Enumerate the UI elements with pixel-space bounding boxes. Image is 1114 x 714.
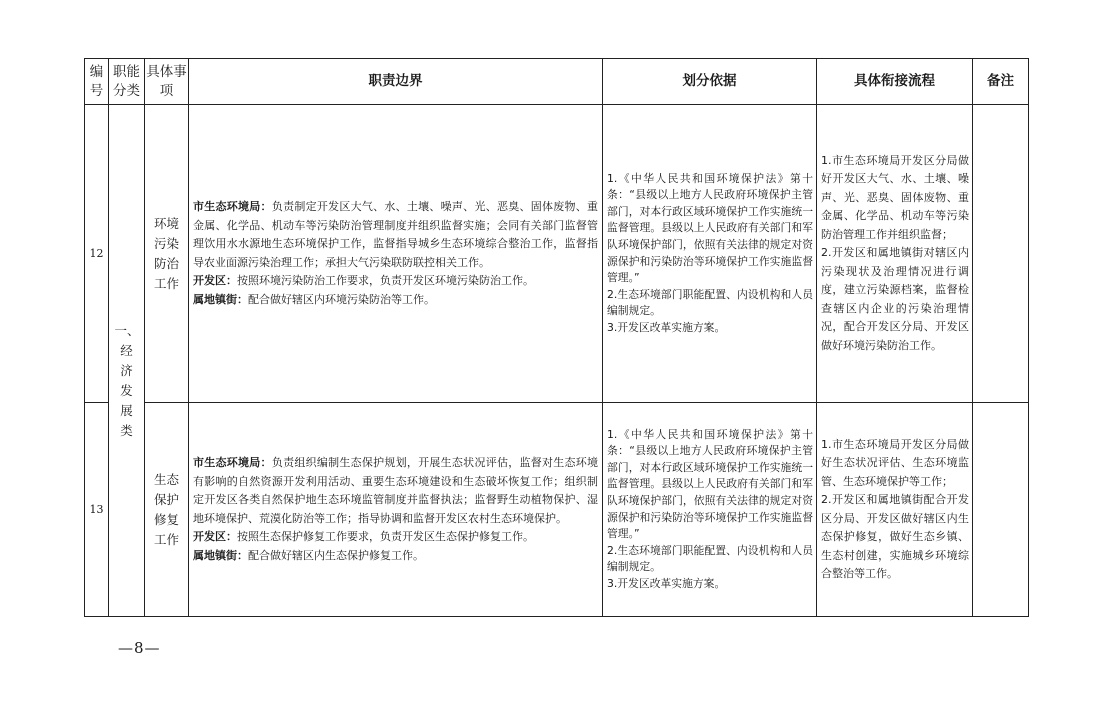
note-cell (973, 105, 1029, 403)
row-number: 12 (85, 105, 109, 403)
basis-line: 2.生态环境部门职能配置、内设机构和人员编制规定。 (607, 543, 813, 574)
boundary-dev: 开发区：按照环境污染防治工作要求，负责开发区环境污染防治工作。 (193, 274, 534, 287)
basis-line: 3.开发区改革实施方案。 (607, 576, 726, 590)
item-label: 环境污染防治工作 (153, 215, 179, 291)
flow-cell (817, 403, 973, 617)
basis-cell (603, 403, 817, 617)
note-cell (973, 403, 1029, 617)
header-no: 编号 (85, 59, 109, 105)
basis-line: 1.《中华人民共和国环境保护法》第十条：“县级以上地方人民政府环境保护主管部门，对本行政区域环境保护工作实施统一监督管理。县级以上人民政府有关部门和军队环境保护部门，依照有关法律的规定对资源保护和污染防治等环境保护工作实施监督管理。” (607, 427, 813, 541)
basis-line: 1.《中华人民共和国环境保护法》第十条：“县级以上地方人民政府环境保护主管部门，对本行政区域环境保护工作实施统一监督管理。县级以上人民政府有关部门和军队环境保护部门，依照有关法律的规定对资源保护和污染防治等环境保护工作实施监督管理。” (607, 171, 813, 285)
header-basis: 划分依据 (603, 59, 817, 105)
header-note: 备注 (973, 59, 1029, 105)
boundary-city: 市生态环境局：负责制定开发区大气、水、土壤、噪声、光、恶臭、固体废物、重金属、化学品、机动车等污染防治管理制度并组织监督实施；会同有关部门监督管理饮用水水源地生态环境保护工作，监督指导城乡生态环境综合整治工作，监督指导农业面源污染治理工作；承担大气污染联防联控相关工作。 (193, 200, 599, 269)
flow-cell (817, 105, 973, 403)
header-category: 职能分类 (109, 59, 145, 105)
basis-line: 3.开发区改革实施方案。 (607, 320, 726, 334)
boundary-town: 属地镇街：配合做好辖区内环境污染防治等工作。 (193, 292, 435, 306)
flow-line: 1.市生态环境局开发区分局做好开发区大气、水、土壤、噪声、光、恶臭、固体废物、重金属、化学品、机动车等污染防治管理工作并组织监督； (821, 153, 969, 241)
flow-line: 2.开发区和属地镇街配合开发区分局、开发区做好辖区内生态保护修复，做好生态乡镇、生态村创建，实施城乡环境综合整治等工作。 (821, 493, 969, 580)
header-boundary: 职责边界 (189, 59, 603, 105)
page-number: —8— (118, 639, 161, 657)
header-item: 具体事项 (145, 59, 189, 105)
table-row (85, 403, 1029, 617)
table-row (85, 105, 1029, 403)
boundary-dev: 开发区：按照生态保护修复工作要求，负责开发区生态保护修复工作。 (193, 530, 534, 543)
flow-line: 2.开发区和属地镇街对辖区内污染现状及治理情况进行调度，建立污染源档案，监督检查辖区内企业的污染治理情况，配合开发区分局、开发区做好环境污染防治工作。 (821, 246, 969, 352)
header-row (85, 59, 1029, 105)
flow-line: 1.市生态环境局开发区分局做好生态状况评估、生态环境监管、生态环境保护等工作； (821, 437, 969, 488)
responsibility-table (84, 58, 1029, 617)
category-cell (109, 105, 145, 617)
item-cell (145, 403, 189, 617)
boundary-cell (189, 105, 603, 403)
boundary-town: 属地镇街：配合做好辖区内生态保护修复工作。 (193, 548, 424, 562)
item-label: 生态保护修复工作 (153, 471, 179, 547)
category-label: 一、经济发展类 (114, 322, 140, 438)
row-number: 13 (85, 403, 109, 617)
basis-cell (603, 105, 817, 403)
boundary-cell (189, 403, 603, 617)
item-cell (145, 105, 189, 403)
header-flow: 具体衔接流程 (817, 59, 973, 105)
basis-line: 2.生态环境部门职能配置、内设机构和人员编制规定。 (607, 287, 813, 318)
boundary-city: 市生态环境局：负责组织编制生态保护规划，开展生态状况评估，监督对生态环境有影响的自然资源开发利用活动、重要生态环境建设和生态破坏恢复工作；组织制定开发区各类自然保护地生态环境监管制度并监督执法；监督野生动植物保护、湿地环境保护、荒漠化防治等工作；指导协调和监督开发区农村生态环境保护。 (193, 456, 599, 525)
